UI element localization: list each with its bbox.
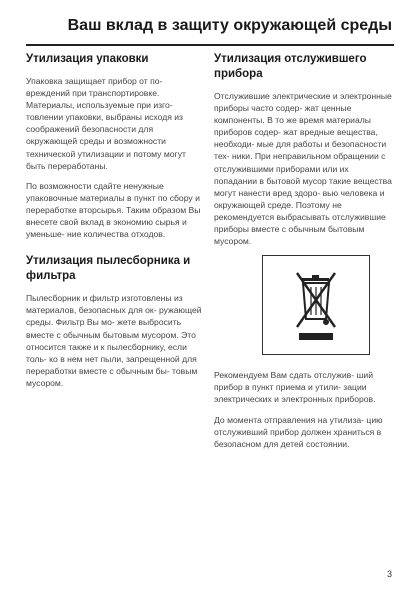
packaging-heading: Утилизация упаковки [26,53,149,65]
page-number: 3 [386,569,392,579]
page-title: Ваш вклад в защиту окружающей среды [67,17,392,34]
weee-symbol-frame [262,255,370,355]
packaging-paragraph-2: По возможности сдайте ненужные упаковочные материалы в пункт по сбору и переработке вторсырья. Таким образом Вы внесете свой вклад в экономию сырья и уменьше- ние количества отходов. [26,180,201,240]
right-column [214,52,392,458]
header-divider [26,44,394,46]
vacuum-bag-heading: Утилизация пылесборника и фильтра [26,255,191,283]
left-column [26,52,204,397]
device-disposal-heading: Утилизация отслужившего прибора [214,53,367,80]
packaging-paragraph-1: Упаковка защищает прибор от по- вреждений при транспортировке. Материалы, используемые при изго- товлении упаковки, выбраны исходя из соображений безопасности для окружающей среды и возможности технической утилизации и потому могут быть переработаны. [26,76,186,171]
crossed-out-wheelie-bin-icon [293,265,339,345]
device-disposal-paragraph-3: До момента отправления на утилиза- цию отслуживший прибор должен храниться в безопасном для детей состоянии. [214,414,383,449]
device-disposal-paragraph-1: Отслужившие электрические и электронные приборы часто содер- жат ценные компоненты. В то же время материалы приборов содер- жат вредные вещества, необходи- мые для работы и безопасности тех- ники. При неправильном обращении с отслужившими приборами или их попадании в бытовой мусор такие вещества могут нанести вред здоро- вью человека и окружающей среде. Поэтому не рекомендуется выбрасывать отслужившие приборы вместе с обычным бытовым мусором. [214,91,392,247]
device-disposal-paragraph-2: Рекомендуем Вам сдать отслужив- ший прибор в пункт приема и утили- зации электрических и электронных приборов. [214,370,376,405]
vacuum-bag-paragraph: Пылесборник и фильтр изготовлены из материалов, безопасных для ок- ружающей среды. Фильтр Вы мо- жете выбросить вместе с обычным бытовым мусором. Это относится также и к пылесборнику, если толь- ко в нем нет пыли, запрещенной для переработки вместе с обычным бы- товым мусором. [26,293,202,388]
